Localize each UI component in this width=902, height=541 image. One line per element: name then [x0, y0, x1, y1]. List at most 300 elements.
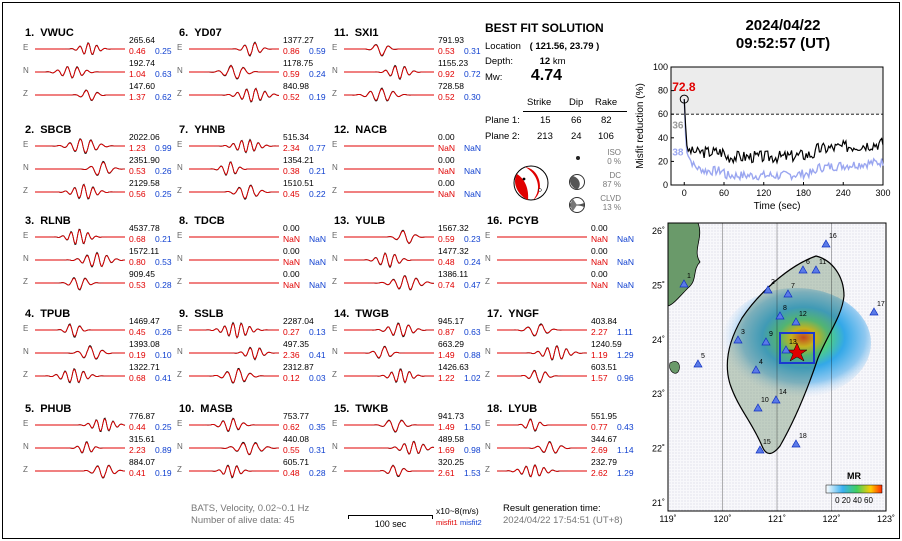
station-name: SXI1	[354, 27, 379, 39]
station-name: RLNB	[40, 215, 71, 227]
time-scale-bar	[348, 515, 433, 529]
latitude-tick: 24˚	[651, 334, 665, 345]
channel-label: E	[23, 231, 29, 240]
observed-trace	[497, 442, 587, 454]
waveform-trace	[344, 460, 434, 482]
station-name: PHUB	[40, 403, 72, 415]
channel-label: Z	[332, 186, 337, 195]
misfit1-value: 1.19	[591, 350, 608, 360]
channel-label: N	[177, 442, 183, 451]
longitude-tick: 121˚	[767, 514, 787, 524]
amplitude-value: 605.71	[283, 457, 309, 467]
misfit2-value: 0.99	[155, 143, 172, 153]
station-name: NACB	[355, 124, 388, 136]
amplitude-value: 941.73	[438, 411, 464, 421]
x-tick-label: 0	[681, 188, 687, 198]
station-name: TPUB	[40, 308, 71, 320]
amplitude-value: 320.25	[438, 457, 464, 467]
amplitude-value: 0.00	[283, 269, 300, 279]
waveform-trace	[189, 365, 279, 387]
waveform-trace	[35, 181, 125, 203]
synthetic-trace	[344, 421, 434, 432]
footer-info	[191, 503, 309, 527]
misfit1-value: 2.23	[129, 445, 146, 455]
synthetic-trace	[344, 324, 434, 336]
misfit2-value: NaN	[309, 234, 327, 244]
amplitude-value: 497.35	[283, 339, 309, 349]
misfit-reduction-plot	[631, 59, 893, 211]
misfit1-value: 0.86	[283, 46, 300, 56]
waveform-trace	[497, 365, 587, 387]
synthetic-trace	[35, 325, 125, 337]
amplitude-value: 0.00	[591, 223, 608, 233]
x-tick-label: 60	[718, 188, 730, 198]
latitude-tick: 25˚	[651, 280, 665, 291]
focal-mechanism-beachball	[511, 163, 551, 203]
station-number: 5	[701, 353, 705, 360]
amplitude-value: 147.60	[129, 81, 155, 91]
event-date: 2024/04/22	[745, 17, 821, 34]
synthetic-trace	[35, 442, 125, 452]
report-frame	[2, 2, 900, 539]
dc-value: 87 %	[602, 180, 621, 189]
waveform-trace	[189, 249, 279, 271]
y-tick-label: 20	[657, 156, 668, 167]
waveform-trace	[35, 437, 125, 459]
y-tick-label: 40	[657, 132, 668, 143]
time-scale-label: 100 sec	[374, 519, 407, 529]
waveform-trace	[189, 414, 279, 436]
misfit2-value: 0.59	[309, 46, 326, 56]
amplitude-value: 1469.47	[129, 316, 160, 326]
station-number: 2	[771, 279, 775, 286]
station-index: 4.	[25, 308, 35, 320]
misfit1-value: 0.48	[283, 468, 300, 478]
misfit2-value: 1.02	[464, 373, 481, 383]
waveform-trace	[35, 460, 125, 482]
station-name: YULB	[355, 215, 386, 227]
channel-label: E	[23, 419, 29, 428]
misfit2-value: 0.98	[464, 445, 481, 455]
amplitude-value: 1572.11	[129, 246, 160, 256]
synthetic-trace	[35, 162, 125, 175]
misfit2-value: 0.63	[464, 327, 481, 337]
event-time: 09:52:57 (UT)	[735, 35, 831, 52]
best-fit-panel	[485, 21, 625, 85]
misfit2-value: 0.53	[155, 257, 172, 267]
channel-label: N	[23, 66, 29, 75]
latitude-tick: 22˚	[651, 443, 665, 454]
waveform-trace	[189, 158, 279, 180]
synthetic-trace	[189, 369, 279, 382]
misfit2-value: 0.41	[155, 373, 172, 383]
amplitude-value: 884.07	[129, 457, 155, 467]
waveform-trace	[344, 84, 434, 106]
station-index: 16.	[487, 215, 503, 227]
misfit1-value: 2.27	[591, 327, 608, 337]
clvd-icon	[568, 196, 586, 214]
waveform-trace	[35, 319, 125, 341]
misfit1-value: 0.44	[129, 422, 146, 432]
channel-label: E	[332, 324, 338, 333]
channel-label: E	[23, 140, 29, 149]
misfit1-value: 0.53	[438, 46, 455, 56]
amplitude-value: 0.00	[438, 132, 455, 142]
misfit1-value: 1.49	[438, 422, 455, 432]
misfit1-value: NaN	[591, 234, 609, 244]
label-36: 36	[672, 120, 684, 132]
misfit1-value: 0.92	[438, 69, 455, 79]
station-number: 6	[806, 259, 810, 266]
amplitude-value: 728.58	[438, 81, 464, 91]
station-name: TDCB	[194, 215, 225, 227]
amplitude-value: 315.61	[129, 434, 155, 444]
channel-label: Z	[332, 277, 337, 286]
amplitude-value: 515.34	[283, 132, 309, 142]
depth-label: Depth:	[485, 56, 513, 67]
misfit1-value: NaN	[438, 189, 456, 199]
station-index: 1.	[25, 27, 35, 39]
synthetic-trace	[344, 89, 434, 101]
channel-label: Z	[23, 186, 28, 195]
misfit1-value: 2.34	[283, 143, 300, 153]
channel-label: Z	[332, 89, 337, 98]
col-rake: Rake	[595, 97, 618, 108]
channel-label: Z	[485, 370, 490, 379]
channel-label: N	[23, 254, 29, 263]
label-38: 38	[672, 147, 684, 159]
x-tick-label: 300	[875, 188, 891, 198]
misfit1-value: 0.74	[438, 280, 455, 290]
location-row	[485, 41, 625, 52]
channel-label: Z	[177, 465, 182, 474]
misfit2-value: 1.50	[464, 422, 481, 432]
amplitude-value: 344.67	[591, 434, 617, 444]
amplitude-value: 603.51	[591, 362, 617, 372]
synthetic-trace	[497, 420, 587, 431]
synthetic-trace	[35, 185, 125, 198]
channel-label: N	[177, 254, 183, 263]
colorbar-ticks: 0 20 40 60	[835, 496, 873, 505]
synthetic-trace	[35, 466, 125, 478]
misfit2-value: 0.23	[464, 234, 481, 244]
mw-row	[485, 67, 625, 85]
misfit1-value: NaN	[283, 280, 301, 290]
misfit2-value: 0.19	[309, 92, 326, 102]
station-number: 4	[759, 359, 763, 366]
x-tick-label: 120	[756, 188, 772, 198]
iso-icon	[573, 153, 585, 165]
waveform-trace	[344, 226, 434, 248]
amplitude-value: 1322.71	[129, 362, 160, 372]
waveform-trace	[35, 414, 125, 436]
amplitude-value: 753.77	[283, 411, 309, 421]
iso-value: 0 %	[607, 157, 621, 166]
col-dip: Dip	[569, 97, 584, 108]
synthetic-trace	[189, 140, 279, 151]
channel-label: E	[332, 231, 338, 240]
y-axis-label: Misfit reduction (%)	[635, 83, 646, 169]
misfit1-value: 0.59	[438, 234, 455, 244]
misfit2-value: NaN	[464, 166, 482, 176]
misfit2-value: 0.31	[309, 445, 326, 455]
misfit1-value: 1.37	[129, 92, 146, 102]
observed-trace	[344, 420, 434, 432]
misfit2-value: 0.35	[309, 422, 326, 432]
synthetic-trace	[189, 419, 279, 431]
station-index: 5.	[25, 403, 35, 415]
misfit2-value: 0.28	[309, 468, 326, 478]
station-name: YHNB	[194, 124, 226, 136]
misfit1-value: 1.22	[438, 373, 455, 383]
synthetic-trace	[344, 253, 434, 266]
waveform-trace	[344, 135, 434, 157]
misfit1-value: 0.68	[129, 234, 146, 244]
waveform-trace	[35, 135, 125, 157]
amplitude-value: 945.17	[438, 316, 464, 326]
channel-label: E	[485, 231, 491, 240]
waveform-trace	[344, 61, 434, 83]
channel-label: N	[177, 163, 183, 172]
longitude-tick: 119˚	[659, 514, 677, 524]
misfit2-value: 0.13	[309, 327, 326, 337]
misfit2-value: 0.21	[155, 234, 172, 244]
misfit2-value: 0.72	[464, 69, 481, 79]
dc-block	[593, 171, 621, 189]
station-name: TWGB	[355, 308, 389, 320]
clvd-block	[593, 194, 621, 212]
synthetic-trace	[35, 90, 125, 100]
latitude-tick: 26˚	[651, 226, 665, 236]
waveform-trace	[35, 38, 125, 60]
waveform-trace	[35, 249, 125, 271]
channel-label: E	[177, 419, 183, 428]
colorbar-title: MR	[847, 471, 861, 481]
misfit2-value: 0.26	[155, 327, 172, 337]
amplitude-value: 0.00	[438, 155, 455, 165]
synthetic-trace	[189, 466, 279, 477]
waveform-trace	[497, 319, 587, 341]
misfit2-value: NaN	[464, 143, 482, 153]
location-value: ( 121.56, 23.79 )	[529, 41, 600, 52]
station-name: SBCB	[40, 124, 72, 136]
station-number: 8	[783, 305, 787, 312]
latitude-tick: 21˚	[651, 498, 665, 508]
amplitude-value: 192.74	[129, 58, 155, 68]
synthetic-trace	[497, 346, 587, 359]
misfit2-value: 0.22	[309, 189, 326, 199]
misfit2-value: 0.63	[155, 69, 172, 79]
amplitude-value: 4537.78	[129, 223, 160, 233]
misfit1-value: 0.38	[283, 166, 300, 176]
mw-value: 4.74	[530, 67, 563, 84]
station-index: 3.	[25, 215, 35, 227]
synthetic-trace	[189, 186, 279, 199]
waveform-trace	[189, 135, 279, 157]
misfit2-value: NaN	[309, 280, 327, 290]
channel-label: Z	[485, 465, 490, 474]
station-name: VWUC	[40, 27, 74, 39]
misfit1-value: 1.04	[129, 69, 146, 79]
plane2-rake: 106	[598, 131, 614, 142]
channel-label: N	[177, 66, 183, 75]
channel-label: Z	[23, 89, 28, 98]
station-index: 9.	[179, 308, 189, 320]
amplitude-value: 440.08	[283, 434, 309, 444]
misfit2-value: 0.43	[617, 422, 634, 432]
amplitude-value: 663.29	[438, 339, 464, 349]
amplitude-value: 2129.58	[129, 178, 160, 188]
channel-label: E	[485, 419, 491, 428]
station-name: TWKB	[355, 403, 389, 415]
misfit1-value: 2.69	[591, 445, 608, 455]
station-index: 11.	[334, 27, 349, 39]
channel-label: E	[177, 43, 183, 52]
waveform-trace	[189, 319, 279, 341]
plane1-label: Plane 1:	[485, 115, 520, 126]
station-index: 2.	[25, 124, 35, 136]
amplitude-value: 791.93	[438, 35, 464, 45]
mr-colorbar	[826, 485, 882, 493]
latitude-tick: 23˚	[651, 389, 665, 400]
synthetic-trace	[344, 45, 434, 56]
misfit1-value: 0.68	[129, 373, 146, 383]
misfit1-value: 2.62	[591, 468, 608, 478]
synthetic-trace	[189, 89, 279, 102]
waveform-trace	[344, 319, 434, 341]
misfit1-value: 0.56	[129, 189, 146, 199]
misfit1-value: NaN	[283, 257, 301, 267]
station-number: 15	[763, 439, 771, 446]
misfit2-legend: misfit2	[460, 518, 482, 527]
observed-trace	[35, 324, 125, 337]
misfit1-value: 0.59	[283, 69, 300, 79]
footer-filter: BATS, Velocity, 0.02~0.1 Hz	[191, 503, 310, 514]
plane1-strike: 15	[540, 115, 551, 126]
channel-label: N	[485, 442, 491, 451]
misfit1-value: 0.53	[129, 280, 146, 290]
misfit1-value: 0.46	[129, 46, 146, 56]
observed-trace	[35, 465, 125, 478]
x-axis-label: Time (sec)	[753, 201, 801, 211]
x-tick-label: 240	[835, 188, 851, 198]
synthetic-trace	[344, 370, 434, 383]
misfit1-value: 0.87	[438, 327, 455, 337]
channel-label: E	[332, 419, 338, 428]
misfit2-value: NaN	[309, 257, 327, 267]
misfit2-value: 0.24	[464, 257, 481, 267]
synthetic-trace	[189, 43, 279, 55]
misfit2-value: 0.19	[155, 468, 172, 478]
waveform-trace	[35, 84, 125, 106]
channel-label: Z	[177, 89, 182, 98]
synthetic-trace	[35, 67, 125, 78]
location-label: Location	[485, 41, 521, 52]
amplitude-value: 0.00	[438, 178, 455, 188]
waveform-trace	[35, 158, 125, 180]
misfit2-value: 0.25	[155, 46, 172, 56]
dc-icon	[568, 173, 586, 191]
plane2-label: Plane 2:	[485, 131, 520, 142]
longitude-tick: 123˚	[876, 514, 896, 524]
waveform-trace	[189, 437, 279, 459]
channel-label: N	[485, 347, 491, 356]
amplitude-value: 776.87	[129, 411, 155, 421]
clvd-label: CLVD	[600, 194, 621, 203]
misfit1-value: NaN	[283, 234, 301, 244]
station-number: 13	[789, 339, 797, 346]
misfit1-value: NaN	[438, 143, 456, 153]
station-number: 3	[741, 329, 745, 336]
channel-label: E	[177, 140, 183, 149]
y-tick-label: 0	[662, 180, 668, 190]
misfit2-value: 0.30	[464, 92, 481, 102]
channel-label: N	[332, 66, 338, 75]
channel-label: N	[23, 163, 29, 172]
col-strike: Strike	[527, 97, 552, 108]
footer-alive-count: Number of alive data: 45	[191, 515, 295, 526]
waveform-trace	[189, 84, 279, 106]
station-map	[648, 218, 896, 526]
observed-trace	[344, 346, 434, 358]
observed-trace	[497, 370, 587, 382]
station-number: 16	[829, 233, 837, 240]
synthetic-trace	[189, 443, 279, 454]
channel-label: E	[23, 43, 29, 52]
amplitude-value: 403.84	[591, 316, 617, 326]
channel-label: Z	[177, 186, 182, 195]
channel-label: N	[332, 163, 338, 172]
best-fit-title: BEST FIT SOLUTION	[485, 21, 604, 35]
waveform-trace	[497, 226, 587, 248]
misfit2-value: 0.28	[155, 280, 172, 290]
amplitude-value: 0.00	[591, 246, 608, 256]
channel-label: E	[485, 324, 491, 333]
channel-label: N	[485, 254, 491, 263]
waveform-trace	[344, 181, 434, 203]
station-index: 7.	[179, 124, 189, 136]
amplitude-value: 1178.75	[283, 58, 314, 68]
plane2-dip: 24	[571, 131, 582, 142]
station-index: 13.	[334, 215, 350, 227]
observed-trace	[35, 442, 125, 453]
channel-label: E	[177, 324, 183, 333]
waveform-trace	[344, 342, 434, 364]
amplitude-value: 1377.27	[283, 35, 314, 45]
x-tick-label: 180	[795, 188, 812, 198]
misfit2-value: 0.62	[155, 92, 172, 102]
observed-trace	[189, 347, 279, 359]
channel-label: N	[23, 347, 29, 356]
amplitude-value: 489.58	[438, 434, 464, 444]
misfit2-value: 1.29	[617, 468, 634, 478]
amplitude-value: 1567.32	[438, 223, 469, 233]
misfit2-value: 0.25	[155, 189, 172, 199]
misfit2-value: 0.89	[155, 445, 172, 455]
waveform-trace	[344, 365, 434, 387]
misfit1-value: 0.52	[283, 92, 300, 102]
iso-block	[593, 148, 621, 166]
misfit1-value: 1.69	[438, 445, 455, 455]
waveform-trace	[189, 38, 279, 60]
synthetic-trace	[344, 276, 434, 289]
misfit2-value: 0.31	[464, 46, 481, 56]
station-number: 17	[877, 301, 885, 308]
amplitude-value: 232.79	[591, 457, 617, 467]
observed-trace	[35, 278, 125, 290]
dc-label: DC	[609, 171, 621, 180]
misfit2-value: 0.10	[155, 350, 172, 360]
